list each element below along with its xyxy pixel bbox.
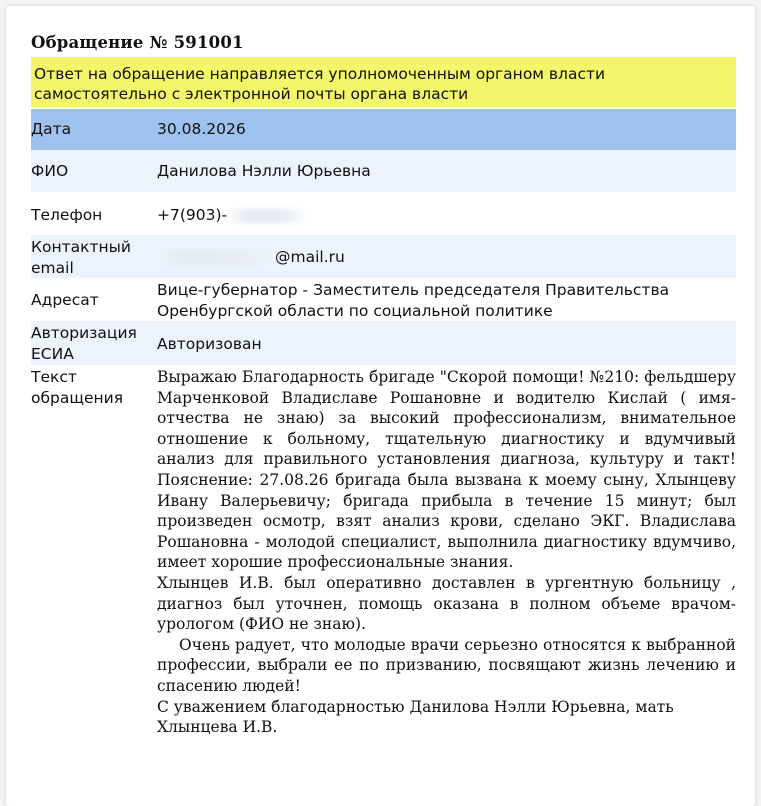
date-label: Дата xyxy=(31,120,72,138)
esia-value: Авторизован xyxy=(157,335,262,353)
email-value: @mail.ru xyxy=(275,248,345,266)
redacted-email-user xyxy=(157,250,269,266)
row-phone xyxy=(31,192,736,235)
appeal-paragraph-2: Хлынцев И.В. был оперативно доставлен в ургентную больницу , диагноз был уточнен, помощь оказана в полном объеме врачом-урологом (ФИО не знаю). xyxy=(157,573,736,634)
page-title: Обращение № 591001 xyxy=(31,33,244,52)
row-email xyxy=(31,235,736,278)
row-appeal-text xyxy=(31,365,736,785)
redacted-phone-digits xyxy=(227,209,307,223)
phone-label: Телефон xyxy=(31,206,103,224)
appeal-signature: С уважением благодарностью Данилова Нэлли Юрьевна, мать Хлынцева И.В. xyxy=(157,697,674,737)
row-date xyxy=(31,109,736,150)
row-fio xyxy=(31,150,736,192)
date-value: 30.08.2026 xyxy=(157,120,246,138)
fio-label: ФИО xyxy=(31,162,69,180)
email-value-wrap xyxy=(157,247,736,268)
text-label: Текст обращения xyxy=(31,368,124,407)
row-addressee xyxy=(31,278,736,321)
email-label: Контактный email xyxy=(31,238,131,277)
appeal-paragraph-1: Выражаю Благодарность бригаде "Скорой помощи! №210: фельдшеру Марченковой Владиславе Рошановне и водителю Кислай ( имя-отчества не знаю) за высокий профессионализм, внимательное отношение к больному, тщательную диагностику и вдумчивый анализ для правильного установления диагноза, культуру и такт! Пояснение: 27.08.26 бригада была вызвана к моему сыну, Хлынцеву Ивану Валерьевичу; бригада прибыла в течение 15 минут; был произведен осмотр, взят анализ крови, сделано ЭКГ. Владислава Рошановна - молодой специалист, выполнила диагностику вдумчиво, имеет хорошие профессиональные знания. xyxy=(157,368,736,572)
notice-banner: Ответ на обращение направляется уполномоченным органом власти самостоятельно с электронной почты органа власти xyxy=(31,57,736,107)
addressee-value: Вице-губернатор - Заместитель председателя Правительства Оренбургской области по социальной политике xyxy=(157,281,670,320)
row-esia xyxy=(31,321,736,365)
appeal-paragraph-3: Очень радует, что молодые врачи серьезно относятся к выбранной профессии, выбрали ее по призванию, посвящают жизнь лечению и спасению людей! xyxy=(157,635,736,695)
addressee-label: Адресат xyxy=(31,291,99,309)
fio-value: Данилова Нэлли Юрьевна xyxy=(157,162,371,180)
appeal-text xyxy=(157,367,736,738)
esia-label: Авторизация ЕСИА xyxy=(31,324,137,363)
phone-value: +7(903)- xyxy=(157,206,228,224)
phone-value-wrap xyxy=(157,205,736,226)
